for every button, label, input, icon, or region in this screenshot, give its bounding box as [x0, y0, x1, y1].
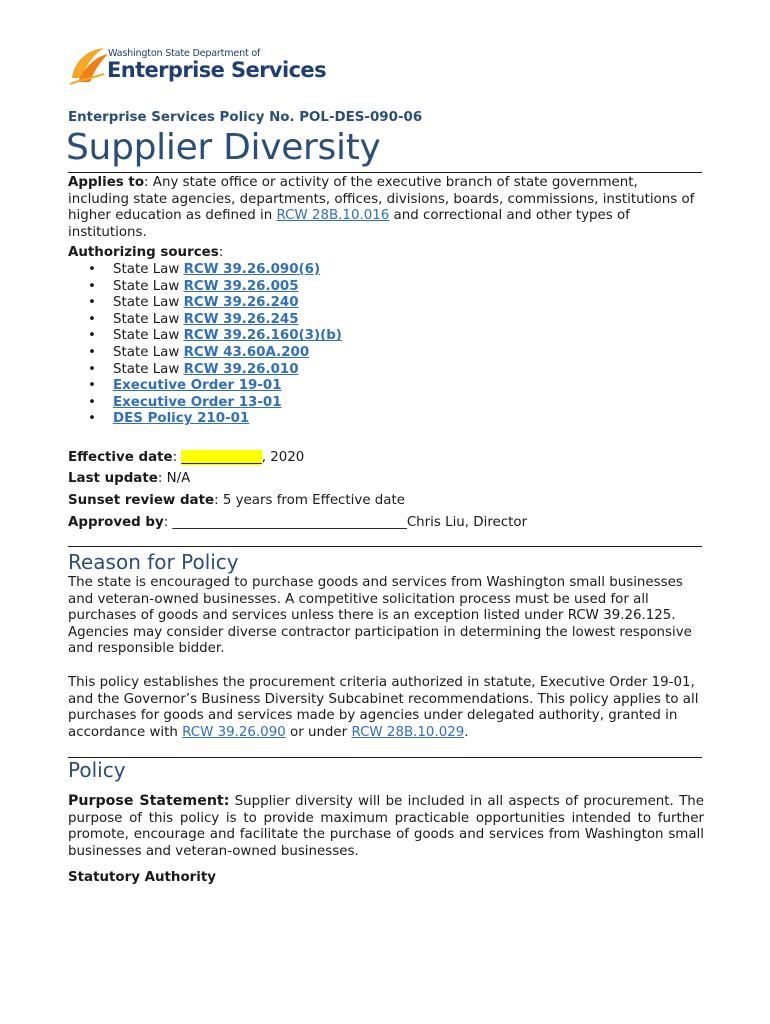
source-link[interactable]: RCW 43.60A.200: [183, 344, 310, 360]
list-item: [88, 262, 342, 279]
applies-to-text: : Any state office or activity of the executive branch of state government, including state agencies, departments, offices, divisions, boards, commissions, institutions of higher education as defined in: [68, 175, 695, 224]
section-divider: [68, 757, 702, 758]
source-link[interactable]: RCW 39.26.090(6): [183, 262, 321, 277]
reason-paragraph-2-mid: or under: [285, 724, 352, 740]
applies-to-text-end: and correctional and other types of institutions.: [68, 208, 630, 240]
statutory-authority-label: Statutory Authority: [68, 870, 216, 885]
reason-heading: Reason for Policy: [68, 550, 239, 574]
approved-by-label: Approved by: [68, 515, 164, 530]
effective-date-blank: ____________: [181, 450, 262, 465]
last-update: [68, 471, 190, 486]
source-link[interactable]: RCW 39.26.245: [183, 311, 299, 327]
authorizing-list: [88, 262, 342, 428]
section-divider: [68, 546, 702, 547]
sunset-review-value: : 5 years from Effective date: [214, 493, 406, 508]
source-prefix: State Law: [113, 278, 184, 294]
title-divider: [68, 172, 702, 173]
source-prefix: State Law: [113, 311, 184, 327]
list-item: [88, 295, 342, 312]
source-link[interactable]: Executive Order 13-01: [113, 394, 282, 410]
source-prefix: State Law: [113, 344, 184, 360]
list-item: [88, 395, 342, 412]
effective-date-sep: :: [172, 450, 182, 465]
source-link[interactable]: DES Policy 210-01: [113, 411, 250, 427]
authorizing-heading: [68, 245, 702, 262]
source-link[interactable]: RCW 39.26.240: [183, 295, 299, 311]
reason-paragraph-2: [68, 675, 704, 741]
authorizing-colon: :: [218, 245, 224, 260]
last-update-value: : N/A: [157, 471, 191, 486]
source-link[interactable]: RCW 39.26.005: [183, 278, 299, 294]
rcw-39-26-090-link[interactable]: RCW 39.26.090: [182, 724, 286, 740]
des-logo: [68, 44, 326, 88]
source-prefix: State Law: [113, 361, 184, 377]
sunset-review-label: Sunset review date: [68, 493, 215, 508]
source-link[interactable]: Executive Order 19-01: [113, 378, 282, 394]
list-item: [88, 328, 342, 345]
list-item: [88, 345, 342, 362]
purpose-label: Purpose Statement:: [68, 793, 230, 809]
source-prefix: State Law: [113, 328, 184, 344]
sunset-review: [68, 493, 405, 508]
page-title: Supplier Diversity: [66, 127, 381, 168]
logo-big-text: Enterprise Services: [107, 58, 326, 82]
source-prefix: State Law: [113, 262, 184, 277]
list-item: [88, 362, 342, 379]
source-link[interactable]: RCW 39.26.010: [183, 361, 299, 377]
reason-paragraph-2-end: .: [464, 724, 469, 740]
reason-paragraph-2-text: This policy establishes the procurement criteria authorized in statute, Executive Order 19-01, and the Governor’s Business Diversity Subcabinet recommendations. This policy applies to all purchases for goods and services made by agencies under delegated authority, granted in accordance with: [68, 675, 699, 740]
effective-date: [68, 450, 304, 465]
statutory-authority-heading: [68, 870, 216, 885]
source-link[interactable]: RCW 39.26.160(3)(b): [183, 328, 342, 344]
applies-to-link[interactable]: RCW 28B.10.016: [276, 208, 390, 224]
purpose-text: Supplier diversity will be included in all aspects of procurement. The purpose of this policy is to provide maximum practicable opportunities intended to further promote, encourage and facilitate the purchase of goods and services from Washington small businesses and veteran-owned businesses.: [68, 794, 704, 859]
reason-paragraph-1: The state is encouraged to purchase goods and services from Washington small businesses and veteran-owned businesses. A competitive solicitation process must be used for all purchases of goods and services unless there is an exception listed under RCW 39.26.125. Agencies may consider diverse contractor participation in determining the lowest responsive and responsible bidder.: [68, 575, 692, 657]
applies-to-paragraph: [68, 175, 702, 241]
approved-by: [68, 515, 527, 530]
list-item: [88, 411, 342, 428]
policy-number: Enterprise Services Policy No. POL-DES-090-06: [68, 110, 423, 125]
logo-small-text: Washington State Department of: [108, 48, 261, 59]
applies-to-label: Applies to: [68, 175, 145, 190]
list-item: [88, 279, 342, 296]
effective-date-year: , 2020: [261, 450, 305, 465]
source-prefix: State Law: [113, 295, 184, 311]
des-swoosh-icon: [68, 44, 112, 88]
rcw-28b-10-029-link[interactable]: RCW 28B.10.029: [351, 724, 465, 740]
policy-heading: Policy: [68, 758, 126, 782]
last-update-label: Last update: [68, 471, 158, 486]
approved-by-value: : ___________________________________Chris Liu, Director: [163, 515, 528, 530]
list-item: [88, 378, 342, 395]
authorizing-label: Authorizing sources: [68, 245, 219, 260]
list-item: [88, 312, 342, 329]
effective-date-label: Effective date: [68, 450, 173, 465]
purpose-statement: [68, 793, 704, 860]
